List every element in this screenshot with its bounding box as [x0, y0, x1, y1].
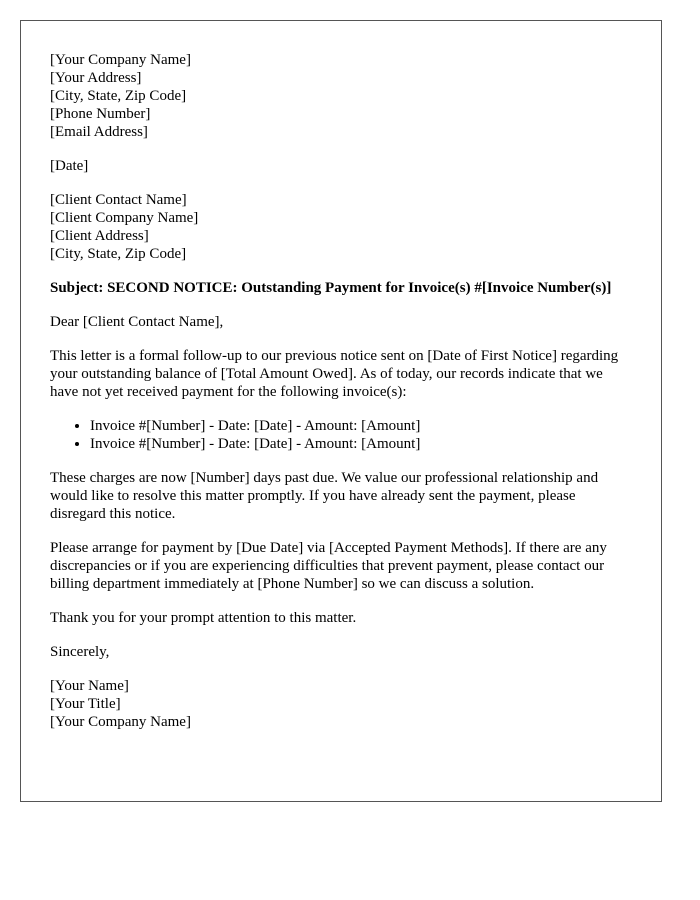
invoice-list	[50, 417, 633, 453]
invoice-list-item: • Invoice #[Number] - Date: [Date] - Amount: [Amount]	[90, 417, 633, 435]
closing: Sincerely,	[50, 644, 110, 660]
recipient-contact: [Client Contact Name]	[50, 192, 187, 208]
thanks-paragraph: Thank you for your prompt attention to this matter.	[50, 610, 357, 626]
signature-block	[50, 677, 633, 731]
letter-date: [Date]	[50, 158, 89, 174]
letter-page	[20, 20, 662, 802]
sender-email: [Email Address]	[50, 124, 148, 140]
sender-address: [Your Address]	[50, 70, 142, 86]
overdue-paragraph: These charges are now [Number] days past due. We value our professional relationship and would like to resolve this matter promptly. If you have already sent the payment, please disregard this notice.	[50, 470, 599, 522]
sender-phone: [Phone Number]	[50, 106, 151, 122]
sender-company: [Your Company Name]	[50, 52, 191, 68]
invoice-list-item: • Invoice #[Number] - Date: [Date] - Amount: [Amount]	[90, 435, 633, 453]
payment-arrangement-paragraph: Please arrange for payment by [Due Date] via [Accepted Payment Methods]. If there are any discrepancies or if you are experiencing difficulties that prevent payment, please contact our billing department immediately at [Phone Number] so we can discuss a solution.	[50, 540, 607, 592]
recipient-block	[50, 191, 633, 263]
sender-city-state-zip: [City, State, Zip Code]	[50, 88, 187, 104]
signature-title: [Your Title]	[50, 696, 121, 712]
salutation: Dear [Client Contact Name],	[50, 314, 224, 330]
recipient-company: [Client Company Name]	[50, 210, 199, 226]
signature-company: [Your Company Name]	[50, 714, 191, 730]
intro-paragraph: This letter is a formal follow-up to our previous notice sent on [Date of First Notice] regarding your outstanding balance of [Total Amount Owed]. As of today, our records indicate that we have not yet received payment for the following invoice(s):	[50, 348, 619, 400]
recipient-city-state-zip: [City, State, Zip Code]	[50, 246, 187, 262]
sender-block	[50, 51, 633, 141]
subject-line: Subject: SECOND NOTICE: Outstanding Payment for Invoice(s) #[Invoice Number(s)]	[50, 280, 612, 296]
signature-name: [Your Name]	[50, 678, 129, 694]
recipient-address: [Client Address]	[50, 228, 149, 244]
date-block	[50, 157, 633, 175]
